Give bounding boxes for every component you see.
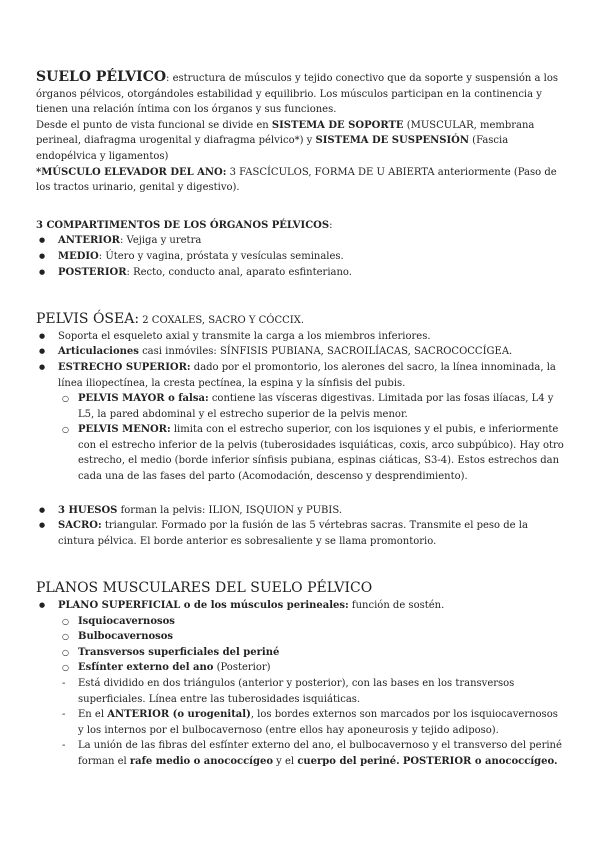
term-sistema-suspension: SISTEMA DE SUSPENSIÓN bbox=[315, 135, 469, 147]
planos-heading bbox=[36, 581, 564, 598]
item-text: dado por el promontorio, los alerones del sacro, la línea innominada, la línea iliopectínea, la cresta pectínea, la espina y la sínfisis del pubis. bbox=[58, 361, 556, 389]
pelvis-list-2 bbox=[36, 503, 564, 550]
pelvis-subtitle: 2 COXALES, SACRO Y CÓCCIX. bbox=[139, 315, 305, 327]
pelvis-list bbox=[36, 329, 564, 485]
item-text: : Recto, conducto anal, aparato esfinteriano. bbox=[126, 266, 352, 278]
item-label: SACRO: bbox=[58, 520, 102, 532]
heading-colon: : bbox=[134, 311, 140, 328]
text: , los bordes externos son marcados por los isquiocavernosos y los internos por el bulbocavernoso (entre ellos hay aponeurosis y tejido adiposo). bbox=[78, 709, 558, 736]
heading-text: 3 COMPARTIMENTOS DE LOS ÓRGANOS PÉLVICOS bbox=[36, 219, 330, 231]
sublist-item bbox=[58, 660, 564, 676]
item-text: limita con el estrecho superior, con los isquiones y el pubis, e inferiormente con el estrecho inferior de la pelvis (tuberosidades isquiáticas, coxis, arco subpúbico). Hay otro estrecho, el medio (borde inferior sínfisis pubiana, espinas ciáticas, S3-4). Estos estrechos dan cada una de las fases del parto (Acomodación, descenso y desprendimiento). bbox=[78, 424, 564, 483]
sublist-item bbox=[58, 629, 564, 645]
text: y el bbox=[273, 755, 298, 767]
item-label: ESTRECHO SUPERIOR: bbox=[58, 361, 191, 373]
list-item bbox=[36, 249, 564, 265]
muscle-text: (Posterior) bbox=[213, 662, 271, 674]
item-text: forman la pelvis: ILION, ISQUION y PUBIS. bbox=[117, 504, 343, 516]
item-label: PELVIS MENOR: bbox=[78, 424, 171, 436]
item-label: PLANO SUPERFICIAL o de los músculos perineales: bbox=[58, 600, 349, 612]
intro-definition: : estructura de músculos y tejido conectivo que da soporte y suspensión a los órganos pélvicos, otorgándoles estabilidad y equilibrio. Los músculos participan en la continencia y tienen una relación íntima con los órganos y sus funciones. bbox=[36, 73, 558, 116]
text: (Fascia endopélvica y ligamentos) bbox=[36, 135, 509, 162]
heading-colon: : bbox=[329, 219, 333, 231]
term-rafe-medio: rafe medio o anococcígeo bbox=[129, 755, 273, 767]
text: (MUSCULAR, membrana perineal, diafragma urogenital y diafragma pélvico*) y bbox=[36, 119, 535, 147]
list-item bbox=[36, 598, 564, 770]
list-item bbox=[36, 518, 564, 549]
elevador-paragraph bbox=[36, 165, 564, 196]
pelvis-heading bbox=[36, 312, 564, 329]
item-text: triangular. Formado por la fusión de las 5 vértebras sacras. Transmite el peso de la cintura pélvica. El borde anterior es sobresaliente y se llama promontorio. bbox=[58, 520, 528, 547]
section-title-suelo-pelvico: SUELO PÉLVICO bbox=[36, 69, 167, 85]
list-item bbox=[36, 265, 564, 281]
item-text: función de sostén. bbox=[348, 600, 445, 612]
section-title-planos: PLANOS MUSCULARES DEL SUELO PÉLVICO bbox=[36, 580, 373, 597]
dash-item bbox=[58, 707, 564, 738]
item-label: Articulaciones bbox=[58, 346, 139, 358]
item-text: : Vejiga y uretra bbox=[119, 235, 202, 247]
spacer bbox=[36, 196, 564, 218]
list-item bbox=[36, 233, 564, 249]
item-label: ANTERIOR bbox=[58, 235, 120, 247]
list-item bbox=[36, 329, 564, 345]
item-text: : Útero y vagina, próstata y vesículas seminales. bbox=[98, 250, 344, 262]
text: Desde el punto de vista funcional se divide en bbox=[36, 119, 272, 131]
spacer bbox=[36, 549, 564, 571]
sublist-item bbox=[58, 645, 564, 661]
function-paragraph bbox=[36, 118, 564, 165]
term-elevador-ano: *MÚSCULO ELEVADOR DEL ANO: bbox=[36, 166, 227, 178]
intro-paragraph bbox=[36, 70, 564, 118]
dash-item bbox=[58, 676, 564, 707]
text: En el bbox=[78, 709, 108, 721]
term-sistema-soporte: SISTEMA DE SOPORTE bbox=[271, 119, 404, 131]
item-label: 3 HUESOS bbox=[58, 504, 118, 516]
dash-item bbox=[58, 738, 564, 769]
muscle-label: Isquiocavernosos bbox=[78, 615, 175, 627]
list-item bbox=[36, 360, 564, 485]
sublist-item bbox=[58, 614, 564, 630]
muscle-sublist bbox=[58, 614, 564, 676]
compartments-heading bbox=[36, 218, 564, 234]
muscle-label: Transversos superficiales del periné bbox=[78, 646, 280, 658]
item-text: Está dividido en dos triángulos (anterior y posterior), con las bases en los transversos superficiales. Línea entre las tuberosidades isquiáticas. bbox=[78, 678, 515, 705]
sublist-item bbox=[58, 422, 564, 484]
sublist-item bbox=[58, 391, 564, 422]
item-text: contiene las vísceras digestivas. Limitada por las fosas ilíacas, L4 y L5, la pared abdominal y el estrecho superior de la pelvis menor. bbox=[78, 393, 554, 420]
term-cuerpo-perine: cuerpo del periné. bbox=[297, 755, 400, 767]
planos-list bbox=[36, 598, 564, 770]
term-posterior-anococcigeo: POSTERIOR o anococcígeo. bbox=[402, 755, 558, 767]
text: 3 FASCÍCULOS, FORMA DE U ABIERTA anteriormente (Paso de los tractos urinario, genital y digestivo). bbox=[36, 166, 557, 194]
term-anterior-urogenital: ANTERIOR (o urogenital) bbox=[107, 709, 251, 721]
muscle-label: Esfínter externo del ano bbox=[78, 662, 214, 674]
dash-list bbox=[58, 676, 564, 770]
sublist bbox=[58, 391, 564, 485]
compartments-list bbox=[36, 233, 564, 280]
item-label: POSTERIOR bbox=[58, 266, 127, 278]
text: La unión de las fibras del esfínter externo del ano, el bulbocavernoso y el transverso del periné forman el bbox=[78, 740, 562, 767]
section-title-pelvis: PELVIS ÓSEA bbox=[36, 311, 135, 328]
item-text: Soporta el esqueleto axial y transmite la carga a los miembros inferiores. bbox=[58, 330, 431, 342]
spacer bbox=[36, 485, 564, 503]
spacer bbox=[36, 280, 564, 302]
list-item bbox=[36, 503, 564, 519]
item-text: casi inmóviles: SÍNFISIS PUBIANA, SACROILÍACAS, SACROCOCCÍGEA. bbox=[138, 346, 513, 358]
item-label: PELVIS MAYOR o falsa: bbox=[78, 393, 209, 405]
muscle-label: Bulbocavernosos bbox=[78, 631, 174, 643]
item-label: MEDIO bbox=[58, 250, 99, 262]
list-item bbox=[36, 344, 564, 360]
